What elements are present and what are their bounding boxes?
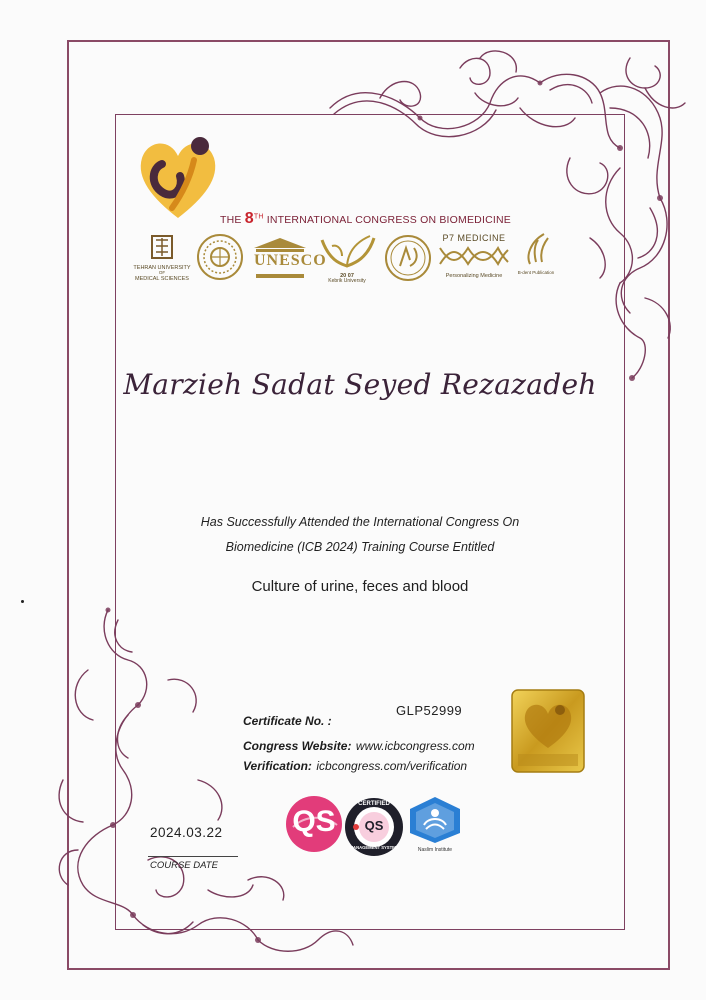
verification-link[interactable]: icbcongress.com/verification (316, 759, 468, 773)
verification-row (243, 757, 467, 775)
congress-title (220, 210, 550, 228)
website-label: Congress Website: (243, 739, 352, 753)
course-date: 2024.03.22 (150, 825, 223, 840)
congress-ordinal: TH (253, 213, 264, 221)
verification-label: Verification: (243, 759, 312, 773)
tehran-university-logo (133, 234, 191, 286)
course-date-label: COURSE DATE (150, 860, 218, 871)
bdent-label: B-dent Publication (517, 270, 555, 275)
attendance-line-1: Has Successfully Attended the International Congress On (200, 515, 520, 529)
certified-qs-label: QS (364, 818, 384, 833)
institute-logo (406, 795, 464, 859)
certified-badge (344, 797, 404, 857)
congress-title-text: INTERNATIONAL CONGRESS ON BIOMEDICINE (266, 214, 511, 226)
unesco-logo (250, 236, 327, 280)
bdent-feather-icon (514, 232, 558, 266)
website-link[interactable]: www.icbcongress.com (355, 739, 475, 753)
course-title: Culture of urine, feces and blood (251, 578, 469, 595)
p7-medicine-logo (438, 234, 510, 280)
institute-hexagon-icon (406, 795, 464, 845)
congress-number: 8 (244, 210, 254, 227)
tehran-line3: MEDICAL SCIENCES (135, 275, 189, 282)
dna-icon (438, 244, 510, 268)
tehran-line1: TEHRAN UNIVERSITY (133, 265, 191, 271)
hologram-seal (510, 688, 586, 774)
kebrik-leaf-icon (312, 232, 382, 268)
date-underline (148, 856, 238, 857)
qs-logo (285, 795, 343, 853)
certified-top-label: CERTIFIED (358, 801, 390, 807)
qs-label: QS (292, 805, 336, 838)
kebrik-year: 20 07 (340, 273, 354, 279)
certificate-number-label: Certificate No. : (243, 714, 332, 728)
attendance-line-2: Biomedicine (ICB 2024) Training Course Entitled (225, 540, 495, 554)
website-row (243, 737, 475, 755)
certificate-number: GLP52999 (396, 703, 463, 718)
round-seal-logo (196, 233, 244, 281)
unesco-label: UNESCO (254, 252, 327, 269)
tehran-line2: OF (158, 270, 166, 276)
stray-dot (21, 600, 24, 603)
congress-prefix: THE (220, 214, 242, 226)
institute-label: Naslim Institute (417, 847, 453, 853)
certified-bottom-label: MANAGEMENT SYSTEM (349, 845, 399, 850)
congress-logo (132, 128, 224, 224)
p7-subtitle: Personalizing Medicine (445, 272, 503, 279)
attendance-statement (150, 510, 570, 560)
kebrik-label: Kebrik University (328, 278, 366, 285)
aj-seal-logo (384, 234, 432, 282)
recipient-name: Marzieh Sadat Seyed Rezazadeh (123, 368, 597, 401)
tehran-emblem-icon (133, 234, 191, 260)
bdent-logo (514, 232, 558, 282)
kebrik-logo (312, 232, 382, 285)
p7-title: P7 MEDICINE (442, 233, 506, 243)
